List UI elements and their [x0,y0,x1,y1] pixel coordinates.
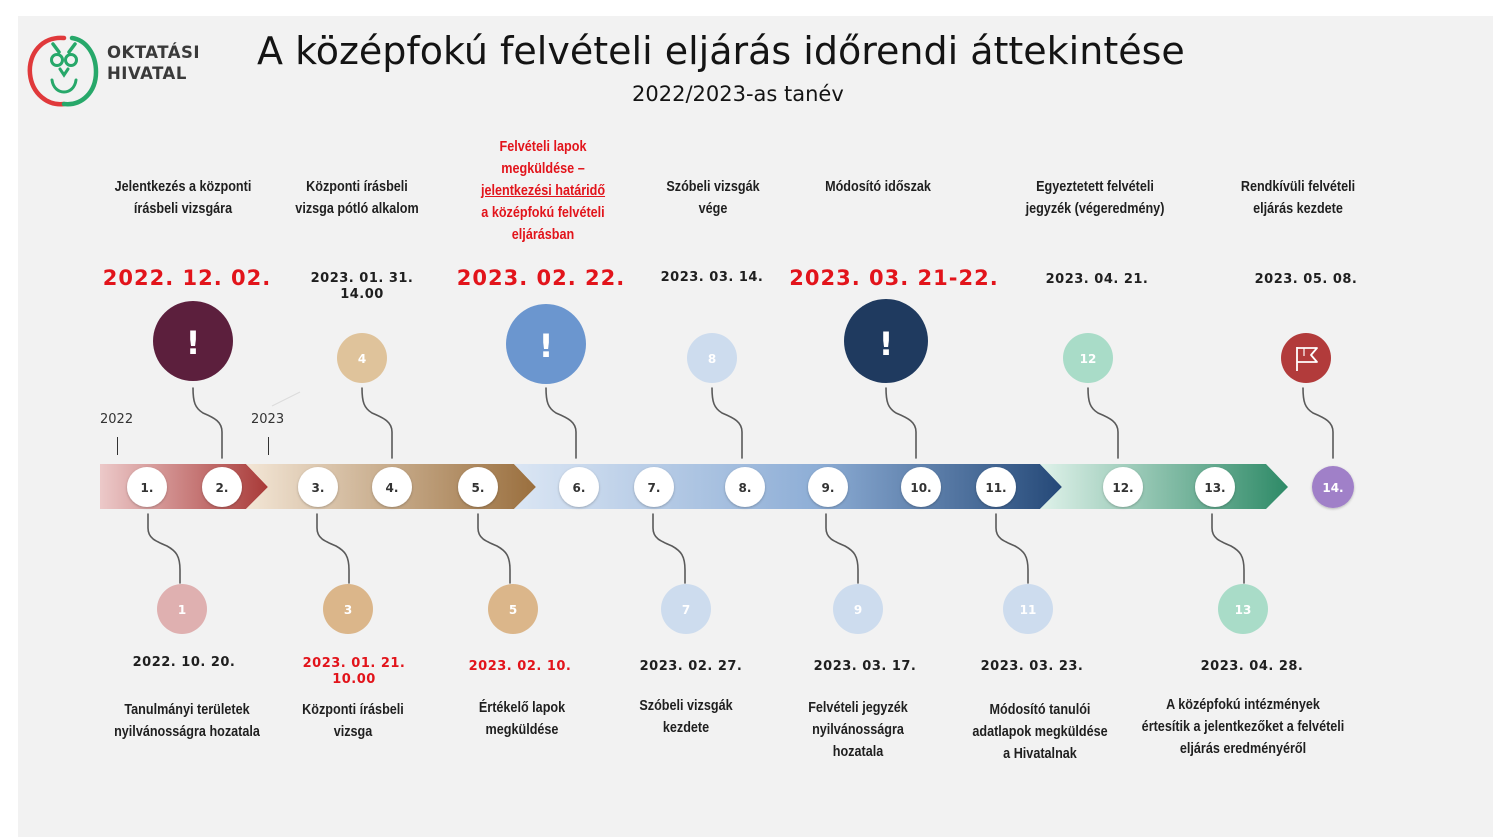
top-date-12: 2023. 04. 21. [1045,272,1149,287]
event-number-5: 5 [508,603,518,617]
connector-bottom-1 [148,514,180,583]
connector-bottom-3 [317,514,349,583]
step-label-3: 3. [311,481,325,495]
connector-top-1 [193,388,222,458]
step-label-5: 5. [471,481,485,495]
bottom-desc-13: A középfokú intézmények értesítik a jelentkezőket a felvételi eljárás eredményéről [1141,697,1345,757]
step-label-4: 4. [385,481,399,495]
bottom-desc-11: Módosító tanulói adatlapok megküldése a Hivatalnak [972,702,1108,762]
bottom-desc-3: Központi írásbeli vizsga [302,702,404,740]
step-label-1: 1. [140,481,154,495]
bottom-date-7: 2023. 02. 27. [639,659,743,674]
step-label-13: 13. [1204,481,1226,495]
bottom-date-13: 2023. 04. 28. [1200,659,1304,674]
bottom-desc-5: Értékelő lapok megküldése [478,700,566,738]
connector-top-12 [1088,388,1118,458]
connector-top-10 [886,388,916,458]
event-circle-top-14 [1281,333,1331,383]
bottom-date-1: 2022. 10. 20. [132,655,236,670]
step-label-8: 8. [738,481,752,495]
timeline-arrow-segment-4 [1040,464,1288,509]
connector-top-8 [712,388,742,458]
faint-divider-line [272,392,300,406]
bottom-date-9: 2023. 03. 17. [813,659,917,674]
top-desc-4: Központi írásbeli vizsga pótló alkalom [295,179,419,217]
step-label-7: 7. [647,481,661,495]
timeline-arrow-segment-1 [100,464,268,509]
connector-top-4 [362,388,392,458]
bottom-date-3: 2023. 01. 21. 10.00 [302,656,406,687]
connector-bottom-11 [996,514,1028,583]
year-label-2023: 2023 [251,412,285,427]
event-number-4: 4 [357,352,367,366]
logo-line-2: HIVATAL [107,64,187,83]
top-desc-1: Jelentkezés a központi írásbeli vizsgára [114,179,252,217]
top-desc-8: Szóbeli vizsgák vége [666,179,760,217]
step-label-11: 11. [985,481,1007,495]
event-number-11: 11 [1019,603,1037,617]
top-date-1: 2022. 12. 02. [102,266,272,290]
connector-bottom-7 [653,514,685,583]
bottom-desc-7: Szóbeli vizsgák kezdete [639,698,733,736]
event-number-12: 12 [1079,352,1097,366]
connector-bottom-9 [826,514,858,583]
connector-bottom-13 [1212,514,1244,583]
event-number-8: 8 [707,352,717,366]
event-number-1: 1 [177,603,187,617]
top-desc-10: Módosító időszak [825,179,931,195]
top-desc-6: Felvételi lapok megküldése – jelentkezési határidő a középfokú felvételi eljárásban [480,139,606,243]
bottom-date-11: 2023. 03. 23. [980,659,1084,674]
top-date-14: 2023. 05. 08. [1254,272,1358,287]
top-desc-14: Rendkívüli felvételi eljárás kezdete [1240,179,1356,217]
connector-top-14 [1303,388,1333,458]
bottom-desc-9: Felvételi jegyzék nyilvánosságra hozatala [808,700,908,760]
step-label-6: 6. [572,481,586,495]
top-date-4: 2023. 01. 31. 14.00 [310,271,414,302]
connector-top-6 [546,388,576,458]
step-label-10: 10. [910,481,932,495]
step-label-12: 12. [1112,481,1134,495]
exclamation-icon: ! [538,327,554,365]
event-number-7: 7 [681,603,691,617]
exclamation-icon: ! [185,324,201,362]
top-date-6: 2023. 02. 22. [456,266,626,290]
exclamation-icon: ! [878,325,894,363]
event-number-13: 13 [1234,603,1252,617]
top-date-10: 2023. 03. 21-22. [789,266,999,290]
bottom-desc-1: Tanulmányi területek nyilvánosságra hozatala [114,702,260,740]
step-label-2: 2. [215,481,229,495]
page-title: A középfokú felvételi eljárás időrendi áttekintése [257,29,1185,73]
event-number-9: 9 [853,603,863,617]
logo-line-1: OKTATÁSI [107,43,201,62]
bottom-date-5: 2023. 02. 10. [468,659,572,674]
event-number-3: 3 [343,603,353,617]
top-date-8: 2023. 03. 14. [660,270,764,285]
page-subtitle: 2022/2023-as tanév [632,82,844,106]
top-desc-12: Egyeztetett felvételi jegyzék (végeredmény) [1025,179,1165,217]
step-label-9: 9. [821,481,835,495]
connector-bottom-5 [478,514,510,583]
step-label-14: 14. [1322,481,1344,495]
year-label-2022: 2022 [100,412,134,427]
